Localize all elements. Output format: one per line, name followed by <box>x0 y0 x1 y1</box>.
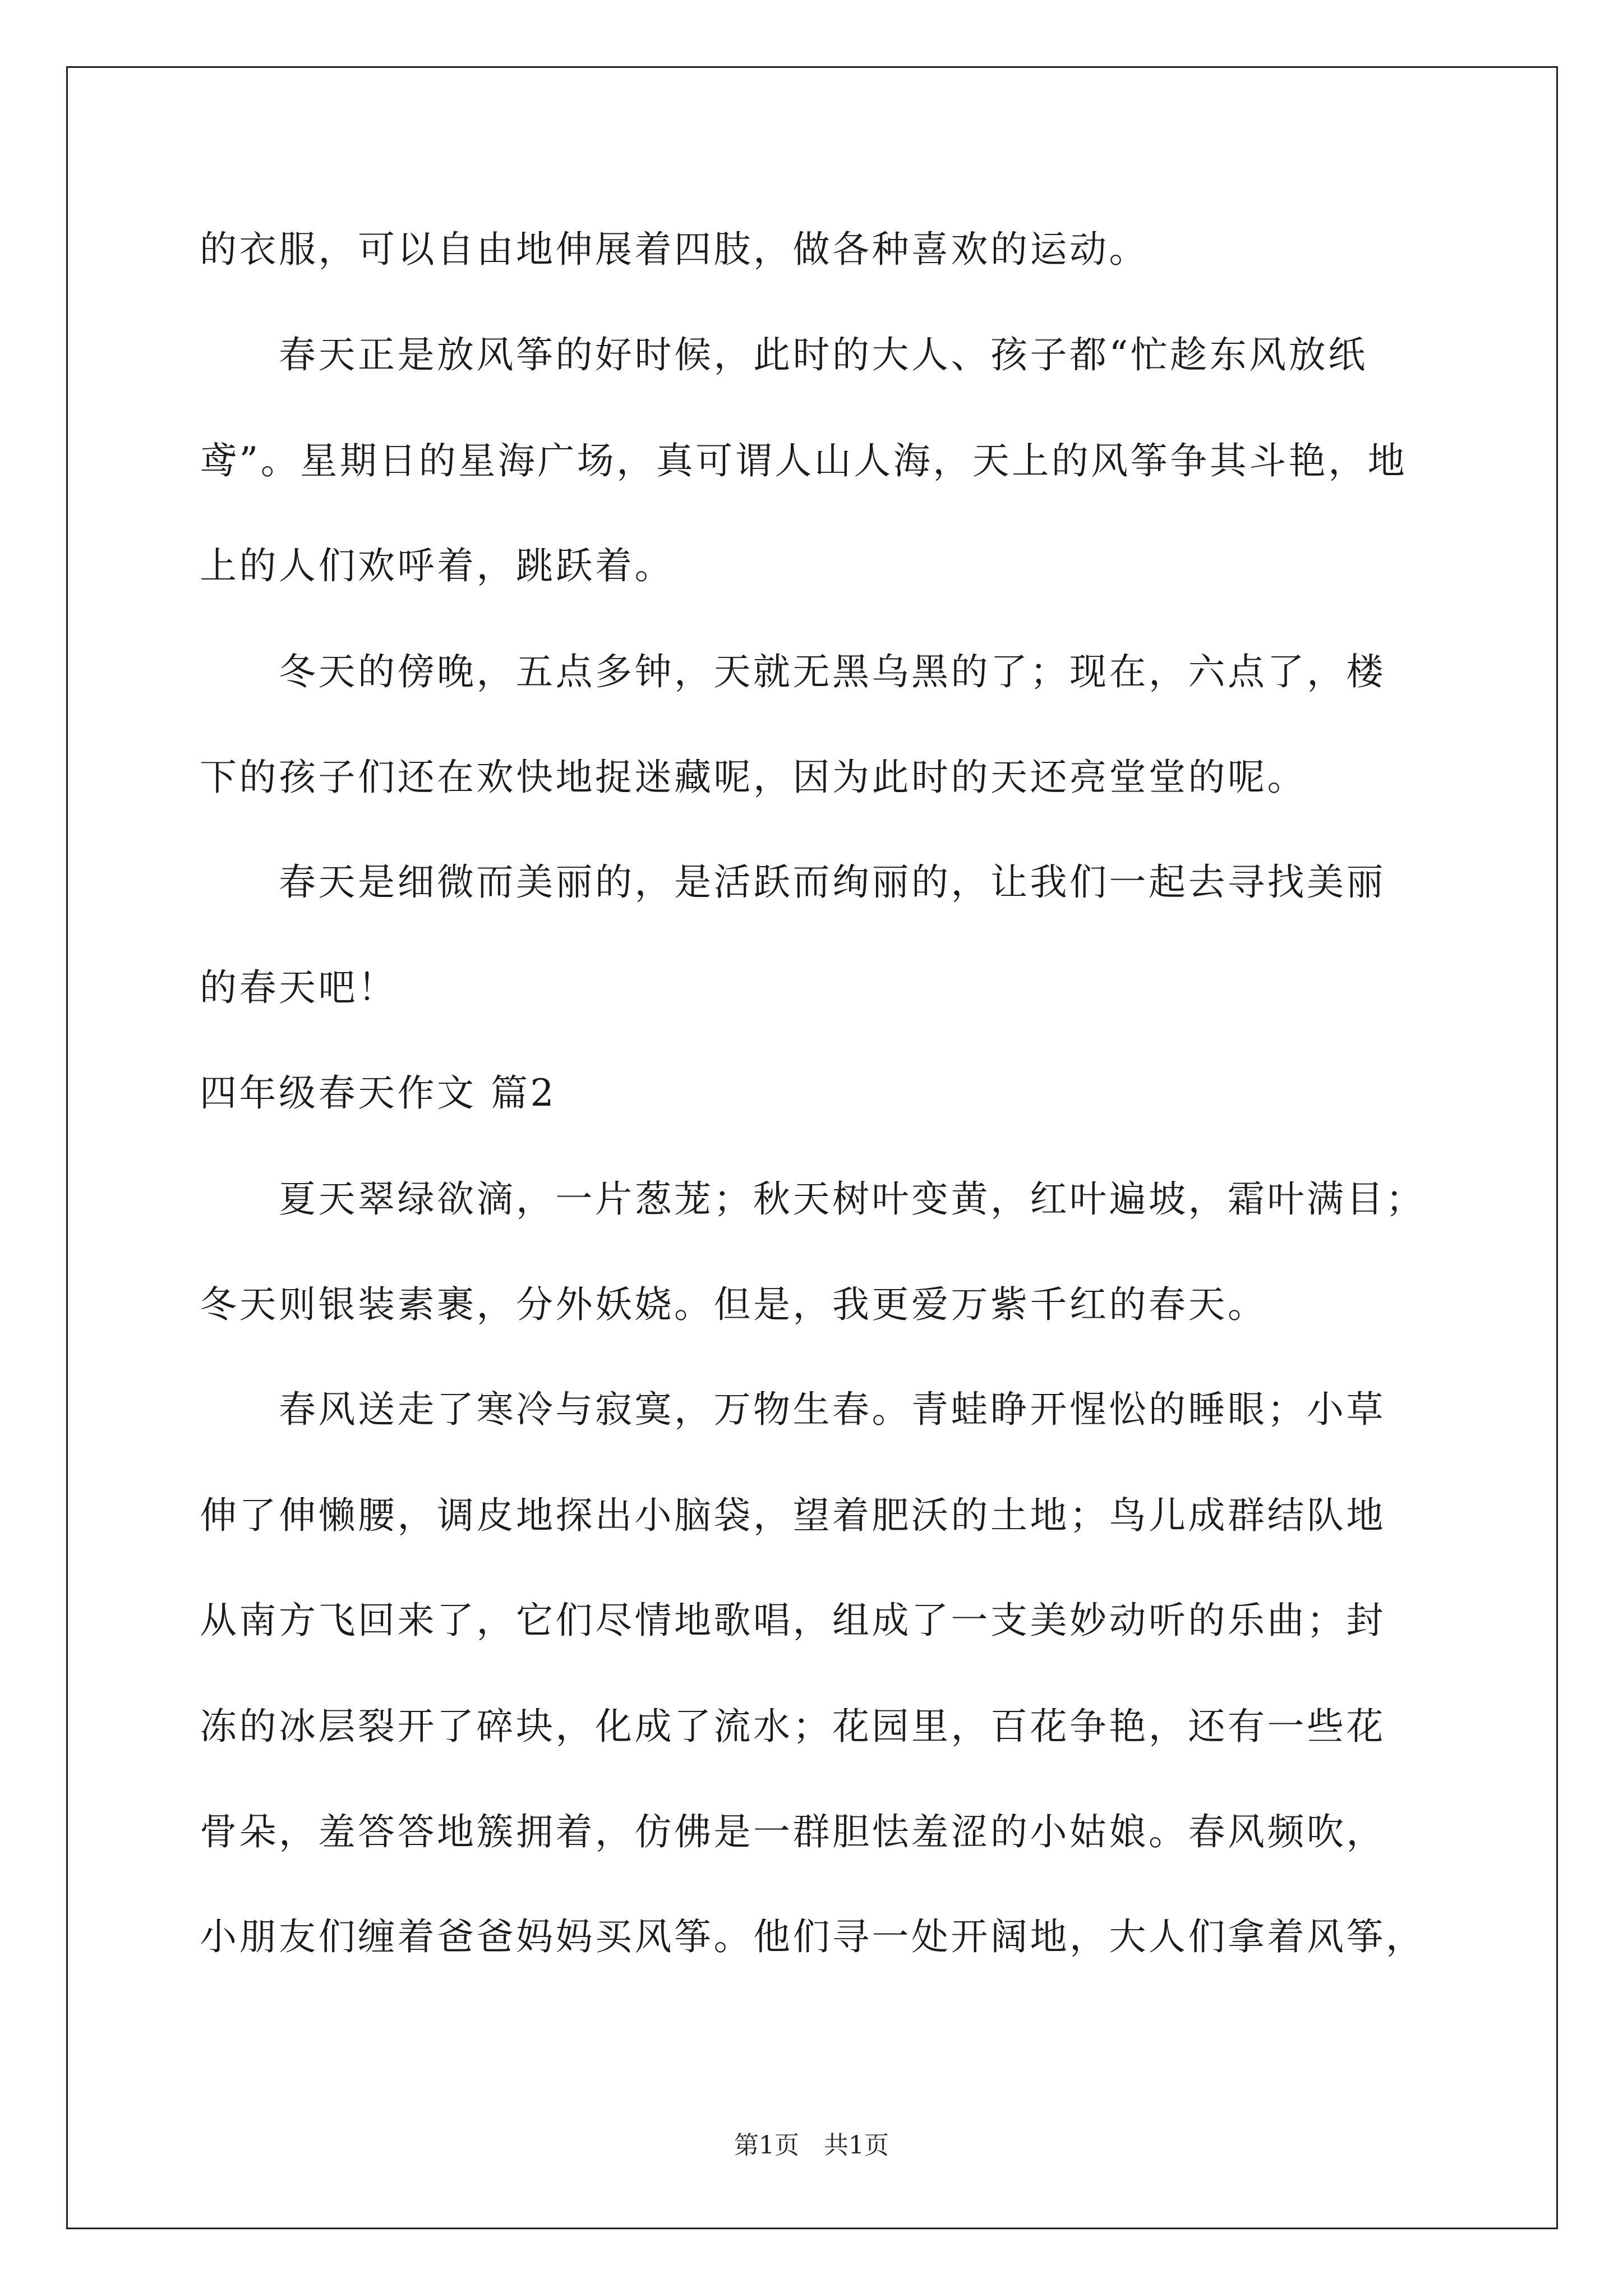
text-line: 鸢”。星期日的星海广场，真可谓人山人海，天上的风筝争其斗艳，地 <box>200 439 1408 482</box>
text-line: 春天是细微而美丽的，是活跃而绚丽的，让我们一起去寻找美丽 <box>200 861 1386 904</box>
text-line: 上的人们欢呼着，跳跃着。 <box>200 544 674 587</box>
text-line: 的衣服，可以自由地伸展着四肢，做各种喜欢的运动。 <box>200 228 1149 271</box>
text-line: 春天正是放风筝的好时候，此时的大人、孩子都“忙趁东风放纸 <box>200 333 1368 376</box>
text-line: 春风送走了寒冷与寂寞，万物生春。青蛙睁开惺忪的睡眼；小草 <box>200 1388 1386 1431</box>
text-line: 的春天吧！ <box>200 966 398 1009</box>
text-line: 冬天的傍晚，五点多钟，天就无黑乌黑的了；现在，六点了，楼 <box>200 650 1386 693</box>
text-line: 夏天翠绿欲滴，一片葱茏；秋天树叶变黄，红叶遍坡，霜叶满目； <box>200 1177 1426 1221</box>
text-line: 冻的冰层裂开了碎块，化成了流水；花园里，百花争艳，还有一些花 <box>200 1705 1386 1748</box>
page-border <box>66 66 1558 2229</box>
page-number-footer: 第1页 共1页 <box>734 2131 889 2160</box>
text-line: 小朋友们缠着爸爸妈妈买风筝。他们寻一处开阔地，大人们拿着风筝， <box>200 1915 1426 1958</box>
section-heading: 四年级春天作文 篇2 <box>200 1071 556 1115</box>
text-line: 从南方飞回来了，它们尽情地歌唱，组成了一支美妙动听的乐曲；封 <box>200 1599 1386 1642</box>
text-line: 下的孩子们还在欢快地捉迷藏呢，因为此时的天还亮堂堂的呢。 <box>200 756 1307 799</box>
text-line: 伸了伸懒腰，调皮地探出小脑袋，望着肥沃的土地；鸟儿成群结队地 <box>200 1494 1386 1537</box>
text-line: 冬天则银装素裹，分外妖娆。但是，我更爱万紫千红的春天。 <box>200 1283 1267 1326</box>
text-line: 骨朵，羞答答地簇拥着，仿佛是一群胆怯羞涩的小姑娘。春风频吹， <box>200 1810 1386 1853</box>
